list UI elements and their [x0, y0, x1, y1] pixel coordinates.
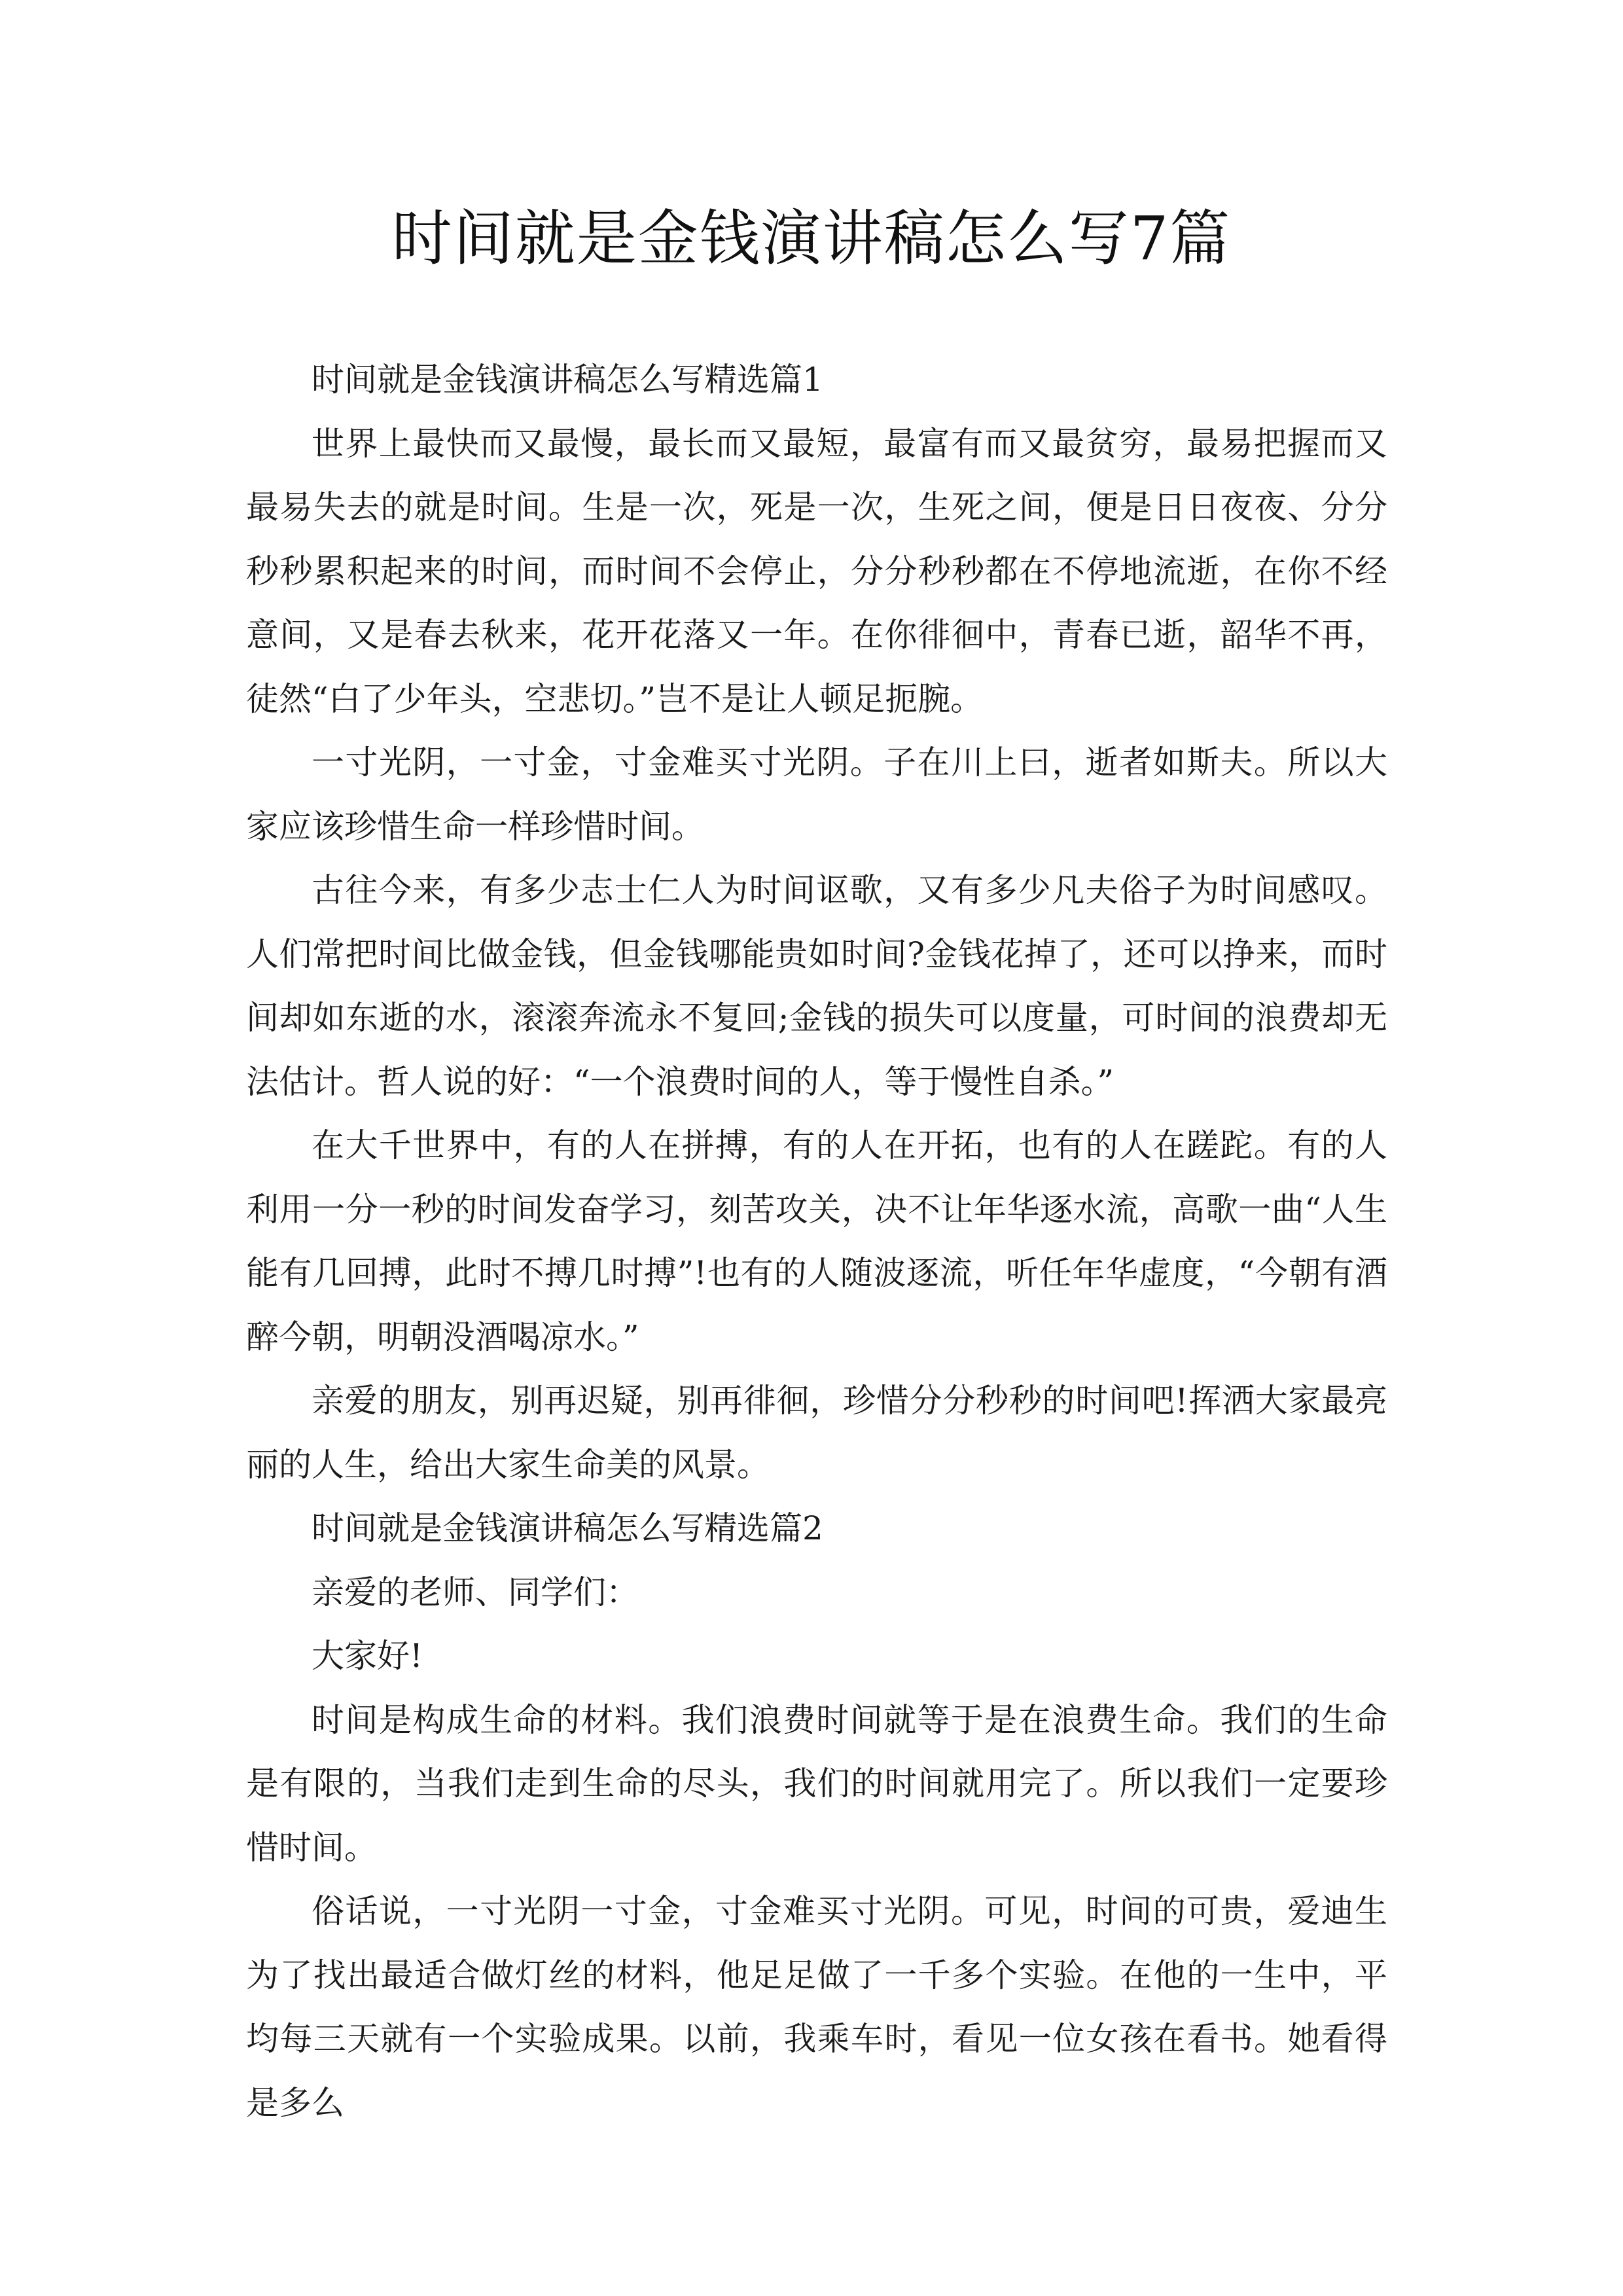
document-title: 时间就是金钱演讲稿怎么写7篇 [391, 204, 1232, 274]
salutation: 亲爱的老师、同学们： [312, 1573, 639, 1611]
section-heading-2: 时间就是金钱演讲稿怎么写精选篇2 [312, 1509, 823, 1547]
paragraph: 世界上最快而又最慢，最长而又最短，最富有而又最贫穷，最易把握而又最易失去的就是时间。生是一次，死是一次，生死之间，便是日日夜夜、分分秒秒累积起来的时间，而时间不会停止，分分秒秒都在不停地流逝，在你不经意间，又是春去秋来，花开花落又一年。在你徘徊中，青春已逝，韶华不再，徒然“白了少年头，空悲切。”岂不是让人顿足扼腕。 [246, 424, 1387, 718]
paragraph: 亲爱的朋友，别再迟疑，别再徘徊，珍惜分分秒秒的时间吧!挥洒大家最亮丽的人生，给出大家生命美的风景。 [246, 1382, 1387, 1484]
paragraph: 古往今来，有多少志士仁人为时间讴歌，又有多少凡夫俗子为时间感叹。人们常把时间比做金钱，但金钱哪能贵如时间?金钱花掉了，还可以挣来，而时间却如东逝的水，滚滚奔流永不复回;金钱的损失可以度量，可时间的浪费却无法估计。哲人说的好：“一个浪费时间的人，等于慢性自杀。” [246, 871, 1387, 1101]
greeting: 大家好! [312, 1637, 423, 1675]
document-body [246, 348, 1387, 2135]
paragraph: 时间是构成生命的材料。我们浪费时间就等于是在浪费生命。我们的生命是有限的，当我们走到生命的尽头，我们的时间就用完了。所以我们一定要珍惜时间。 [246, 1700, 1387, 1867]
paragraph: 在大千世界中，有的人在拼搏，有的人在开拓，也有的人在蹉跎。有的人利用一分一秒的时间发奋学习，刻苦攻关，决不让年华逐水流，高歌一曲“人生能有几回搏，此时不搏几时搏”!也有的人随波逐流，听任年华虚度，“今朝有酒醉今朝，明朝没酒喝凉水。” [246, 1126, 1387, 1356]
paragraph: 俗话说，一寸光阴一寸金，寸金难买寸光阴。可见，时间的可贵，爱迪生为了找出最适合做灯丝的材料，他足足做了一千多个实验。在他的一生中，平均每三天就有一个实验成果。以前，我乘车时，看见一位女孩在看书。她看得是多么 [246, 1892, 1387, 2122]
paragraph: 一寸光阴，一寸金，寸金难买寸光阴。子在川上曰，逝者如斯夫。所以大家应该珍惜生命一样珍惜时间。 [246, 744, 1387, 846]
section-heading-1: 时间就是金钱演讲稿怎么写精选篇1 [312, 361, 823, 399]
